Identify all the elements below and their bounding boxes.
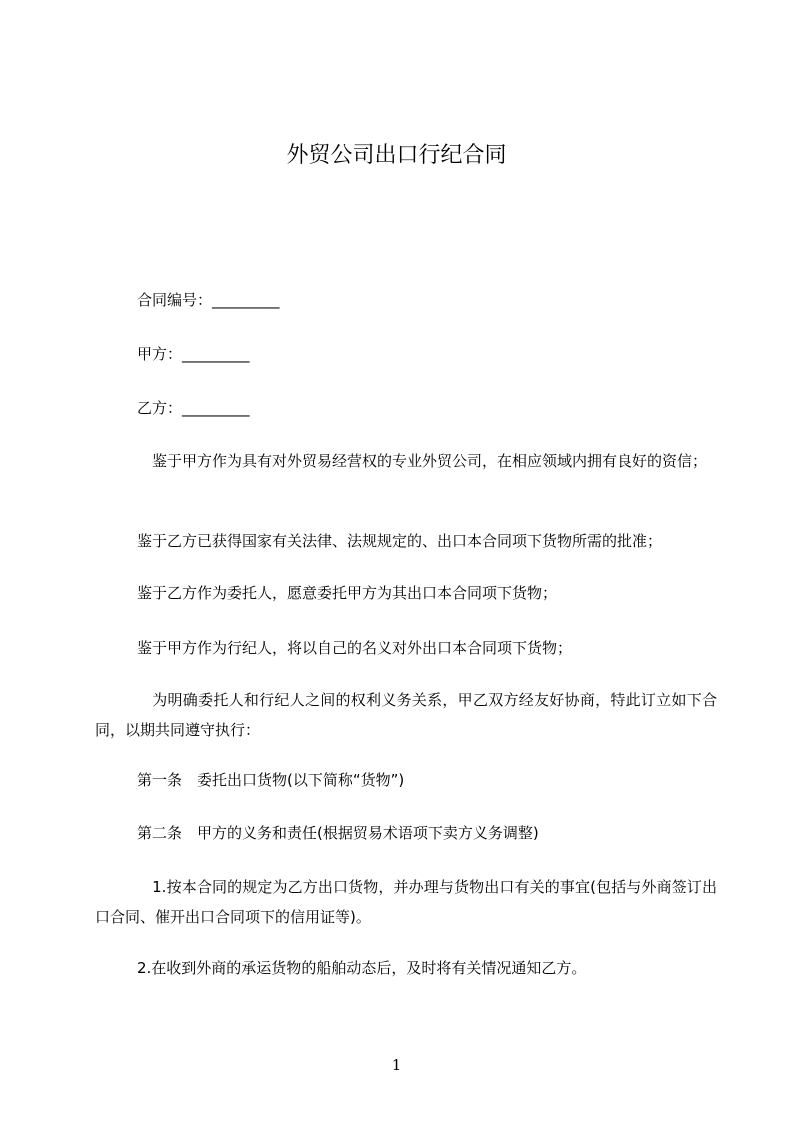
party-b-line: 乙方：_________ xyxy=(137,399,250,417)
paragraph-recital-1: 鉴于甲方作为具有对外贸易经营权的专业外贸公司，在相应领域内拥有良好的资信； xyxy=(137,452,708,470)
article-2-clause-1: 1.按本合同的规定为乙方出口货物，并办理与货物出口有关的事宜(包括与外商签订出口合同、催开出口合同项下的信用证等)。 xyxy=(95,878,717,926)
article-2-heading: 第二条 甲方的义务和责任(根据贸易术语项下卖方义务调整) xyxy=(137,824,539,842)
document-title: 外贸公司出口行纪合同 xyxy=(286,143,507,168)
paragraph-recital-2: 鉴于乙方已获得国家有关法律、法规规定的、出口本合同项下货物所需的批准； xyxy=(137,532,663,550)
article-2-clause-2: 2.在收到外商的承运货物的船舶动态后，及时将有关情况通知乙方。 xyxy=(137,959,587,977)
paragraph-recital-4: 鉴于甲方作为行纪人，将以自己的名义对外出口本合同项下货物； xyxy=(137,639,573,657)
page-number: 1 xyxy=(391,1056,402,1074)
paragraph-recital-5: 为明确委托人和行纪人之间的权利义务关系，甲乙双方经友好协商，特此订立如下合同，以期共同遵守执行： xyxy=(95,691,717,739)
party-a-line: 甲方：_________ xyxy=(137,345,250,363)
article-1-heading: 第一条 委托出口货物(以下简称“货物”) xyxy=(137,771,405,789)
contract-number-line: 合同编号：_________ xyxy=(137,291,280,309)
paragraph-recital-3: 鉴于乙方作为委托人，愿意委托甲方为其出口本合同项下货物； xyxy=(137,584,558,602)
